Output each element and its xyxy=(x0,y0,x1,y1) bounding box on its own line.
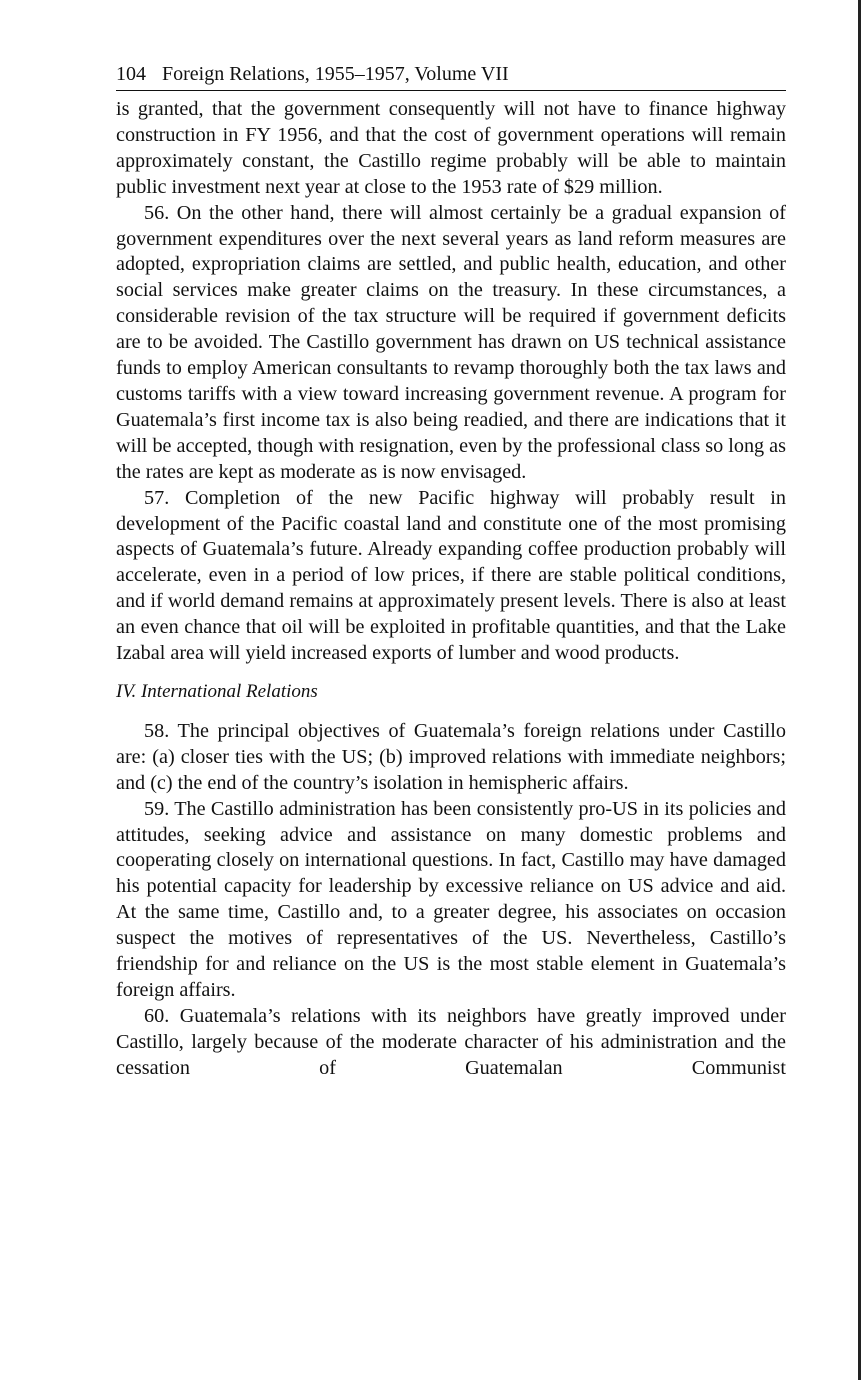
paragraph-continuation: is granted, that the government consequently will not have to finance highway construction in FY 1956, and that the cost of government operations will remain approximately constant, the Castillo regime probably will be able to maintain public investment next year at close to the 1953 rate of $29 million. xyxy=(116,98,786,198)
paragraph-56: 56. On the other hand, there will almost certainly be a gradual expansion of government expenditures over the next several years as land reform measures are adopted, expropriation claims are settled, and public health, education, and other social services make greater claims on the treasury. In these circumstances, a considerable revision of the tax structure will be required if government deficits are to be avoided. The Castillo government has drawn on US technical assistance funds to employ American consultants to revamp thoroughly both the tax laws and customs tariffs with a view toward increasing government revenue. A program for Guatemala’s first income tax is also being readied, and there are indications that it will be accepted, though with resignation, even by the professional class so long as the rates are kept as moderate as is now envisaged. xyxy=(116,201,786,483)
paragraph-58: 58. The principal objectives of Guatemala’s foreign relations under Castillo are: (a) closer ties with the US; (b) improved relations with immediate neighbors; and (c) the end of the country’s isolation in hemispheric affairs. xyxy=(116,719,786,794)
running-title: Foreign Relations, 1955–1957, Volume VII xyxy=(162,63,509,85)
section-heading: IV. International Relations xyxy=(116,680,318,702)
body-text xyxy=(116,97,786,1082)
document-page xyxy=(116,60,786,1082)
paragraph-59: 59. The Castillo administration has been consistently pro-US in its policies and attitudes, seeking advice and assistance on many domestic problems and cooperating closely on international questions. In fact, Castillo may have damaged his potential capacity for leadership by excessive reliance on US advice and aid. At the same time, Castillo and, to a greater degree, his associates on occasion suspect the motives of representatives of the US. Nevertheless, Castillo’s friendship for and reliance on the US is the most stable element in Guatemala’s foreign affairs. xyxy=(116,797,786,1001)
paragraph-60: 60. Guatemala’s relations with its neighbors have greatly improved under Castillo, largely because of the moderate character of his administration and the cessation of Guatemalan Communist xyxy=(116,1004,786,1079)
running-head xyxy=(116,60,786,91)
paragraph-57: 57. Completion of the new Pacific highway will probably result in development of the Pacific coastal land and constitute one of the most promising aspects of Guatemala’s future. Already expanding coffee production probably will accelerate, even in a period of low prices, if there are stable political conditions, and if world demand remains at approximately present levels. There is also at least an even chance that oil will be exploited in profitable quantities, and that the Lake Izabal area will yield increased exports of lumber and wood products. xyxy=(116,486,786,665)
page-number: 104 xyxy=(116,63,146,85)
